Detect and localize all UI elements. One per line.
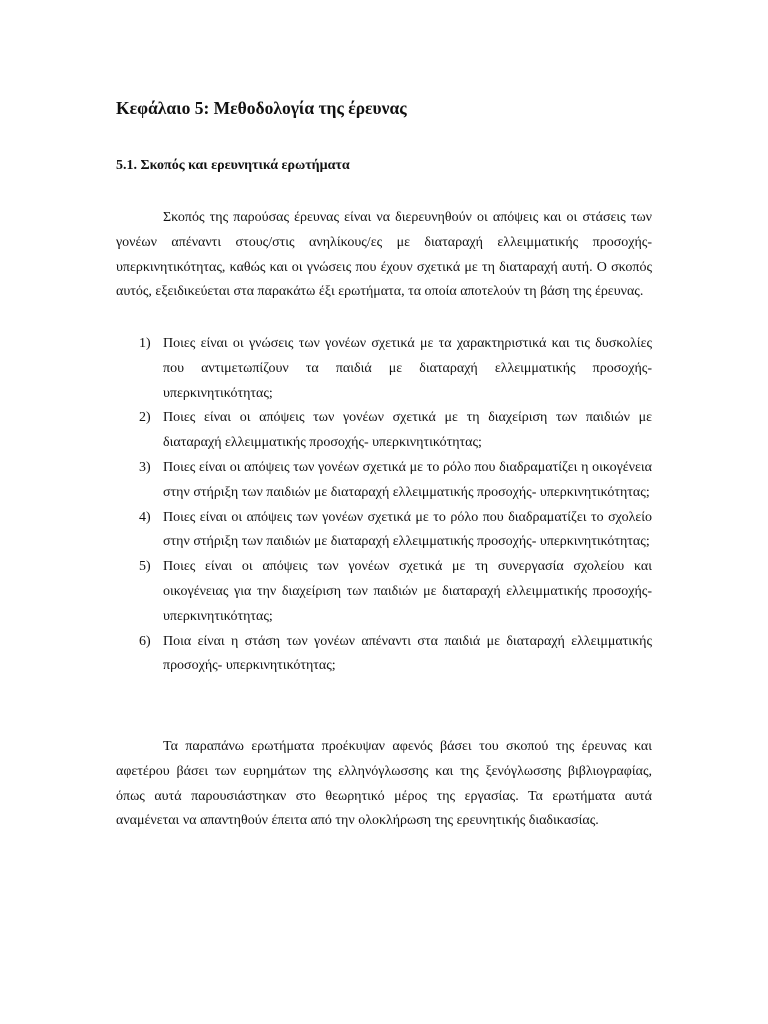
research-questions-list xyxy=(116,332,652,679)
research-question xyxy=(116,630,652,680)
research-question xyxy=(116,456,652,506)
section-title: 5.1. Σκοπός και ερευνητικά ερωτήματα xyxy=(116,158,350,173)
research-question xyxy=(116,332,652,406)
research-question xyxy=(116,555,652,629)
question-number: 2) xyxy=(139,410,151,426)
question-number: 5) xyxy=(139,559,151,575)
intro-paragraph: Σκοπός της παρούσας έρευνας είναι να διερευνηθούν οι απόψεις και οι στάσεις των γονέων απέναντι στους/στις ανηλίκους/ες με διαταραχή ελλειμματικής προσοχής- υπερκινητικότητας, καθώς και οι γνώσεις που έχουν σχετικά με τη διαταραχή αυτή. Ο σκοπός αυτός, εξειδικεύεται στα παρακάτω έξι ερωτήματα, τα οποία αποτελούν τη βάση της έρευνας. xyxy=(116,210,652,300)
research-question xyxy=(116,506,652,556)
question-text: Ποιες είναι οι γνώσεις των γονέων σχετικά με τα χαρακτηριστικά και τις δυσκολίες που αντιμετωπίζουν τα παιδιά με διαταραχή ελλειμματικής προσοχής- υπερκινητικότητας; xyxy=(163,336,652,401)
question-number: 6) xyxy=(139,633,151,649)
question-number: 1) xyxy=(139,336,151,351)
question-text: Ποιες είναι οι απόψεις των γονέων σχετικά με το ρόλο που διαδραματίζει το σχολείο στην στήριξη των παιδιών με διαταραχή ελλειμματικής προσοχής- υπερκινητικότητας; xyxy=(163,509,652,550)
closing-paragraph: Τα παραπάνω ερωτήματα προέκυψαν αφενός βάσει του σκοπού της έρευνας και αφετέρου βάσει των ευρημάτων της ελληνόγλωσσης και της ξενόγλωσσης βιβλιογραφίας, όπως αυτά παρουσιάστηκαν στο θεωρητικό μέρος της εργασίας. Τα ερωτήματα αυτά αναμένεται να απαντηθούν έπειτα από την ολοκλήρωση της ερευνητικής διαδικασίας. xyxy=(116,739,652,829)
question-text: Ποιες είναι οι απόψεις των γονέων σχετικά με τη συνεργασία σχολείου και οικογένειας για την διαχείριση των παιδιών με διαταραχή ελλειμματικής προσοχής- υπερκινητικότητας; xyxy=(163,559,652,624)
question-text: Ποιες είναι οι απόψεις των γονέων σχετικά με το ρόλο που διαδραματίζει η οικογένεια στην στήριξη των παιδιών με διαταραχή ελλειμματικής προσοχής- υπερκινητικότητας; xyxy=(163,459,652,500)
question-text: Ποια είναι η στάση των γονέων απέναντι στα παιδιά με διαταραχή ελλειμματικής προσοχής- υπερκινητικότητας; xyxy=(163,633,652,674)
question-text: Ποιες είναι οι απόψεις των γονέων σχετικά με τη διαχείριση των παιδιών με διαταραχή ελλειμματικής προσοχής- υπερκινητικότητας; xyxy=(163,410,652,451)
question-number: 4) xyxy=(139,509,151,525)
research-question xyxy=(116,406,652,456)
chapter-title: Κεφάλαιο 5: Μεθοδολογία της έρευνας xyxy=(116,98,407,118)
question-number: 3) xyxy=(139,459,151,475)
